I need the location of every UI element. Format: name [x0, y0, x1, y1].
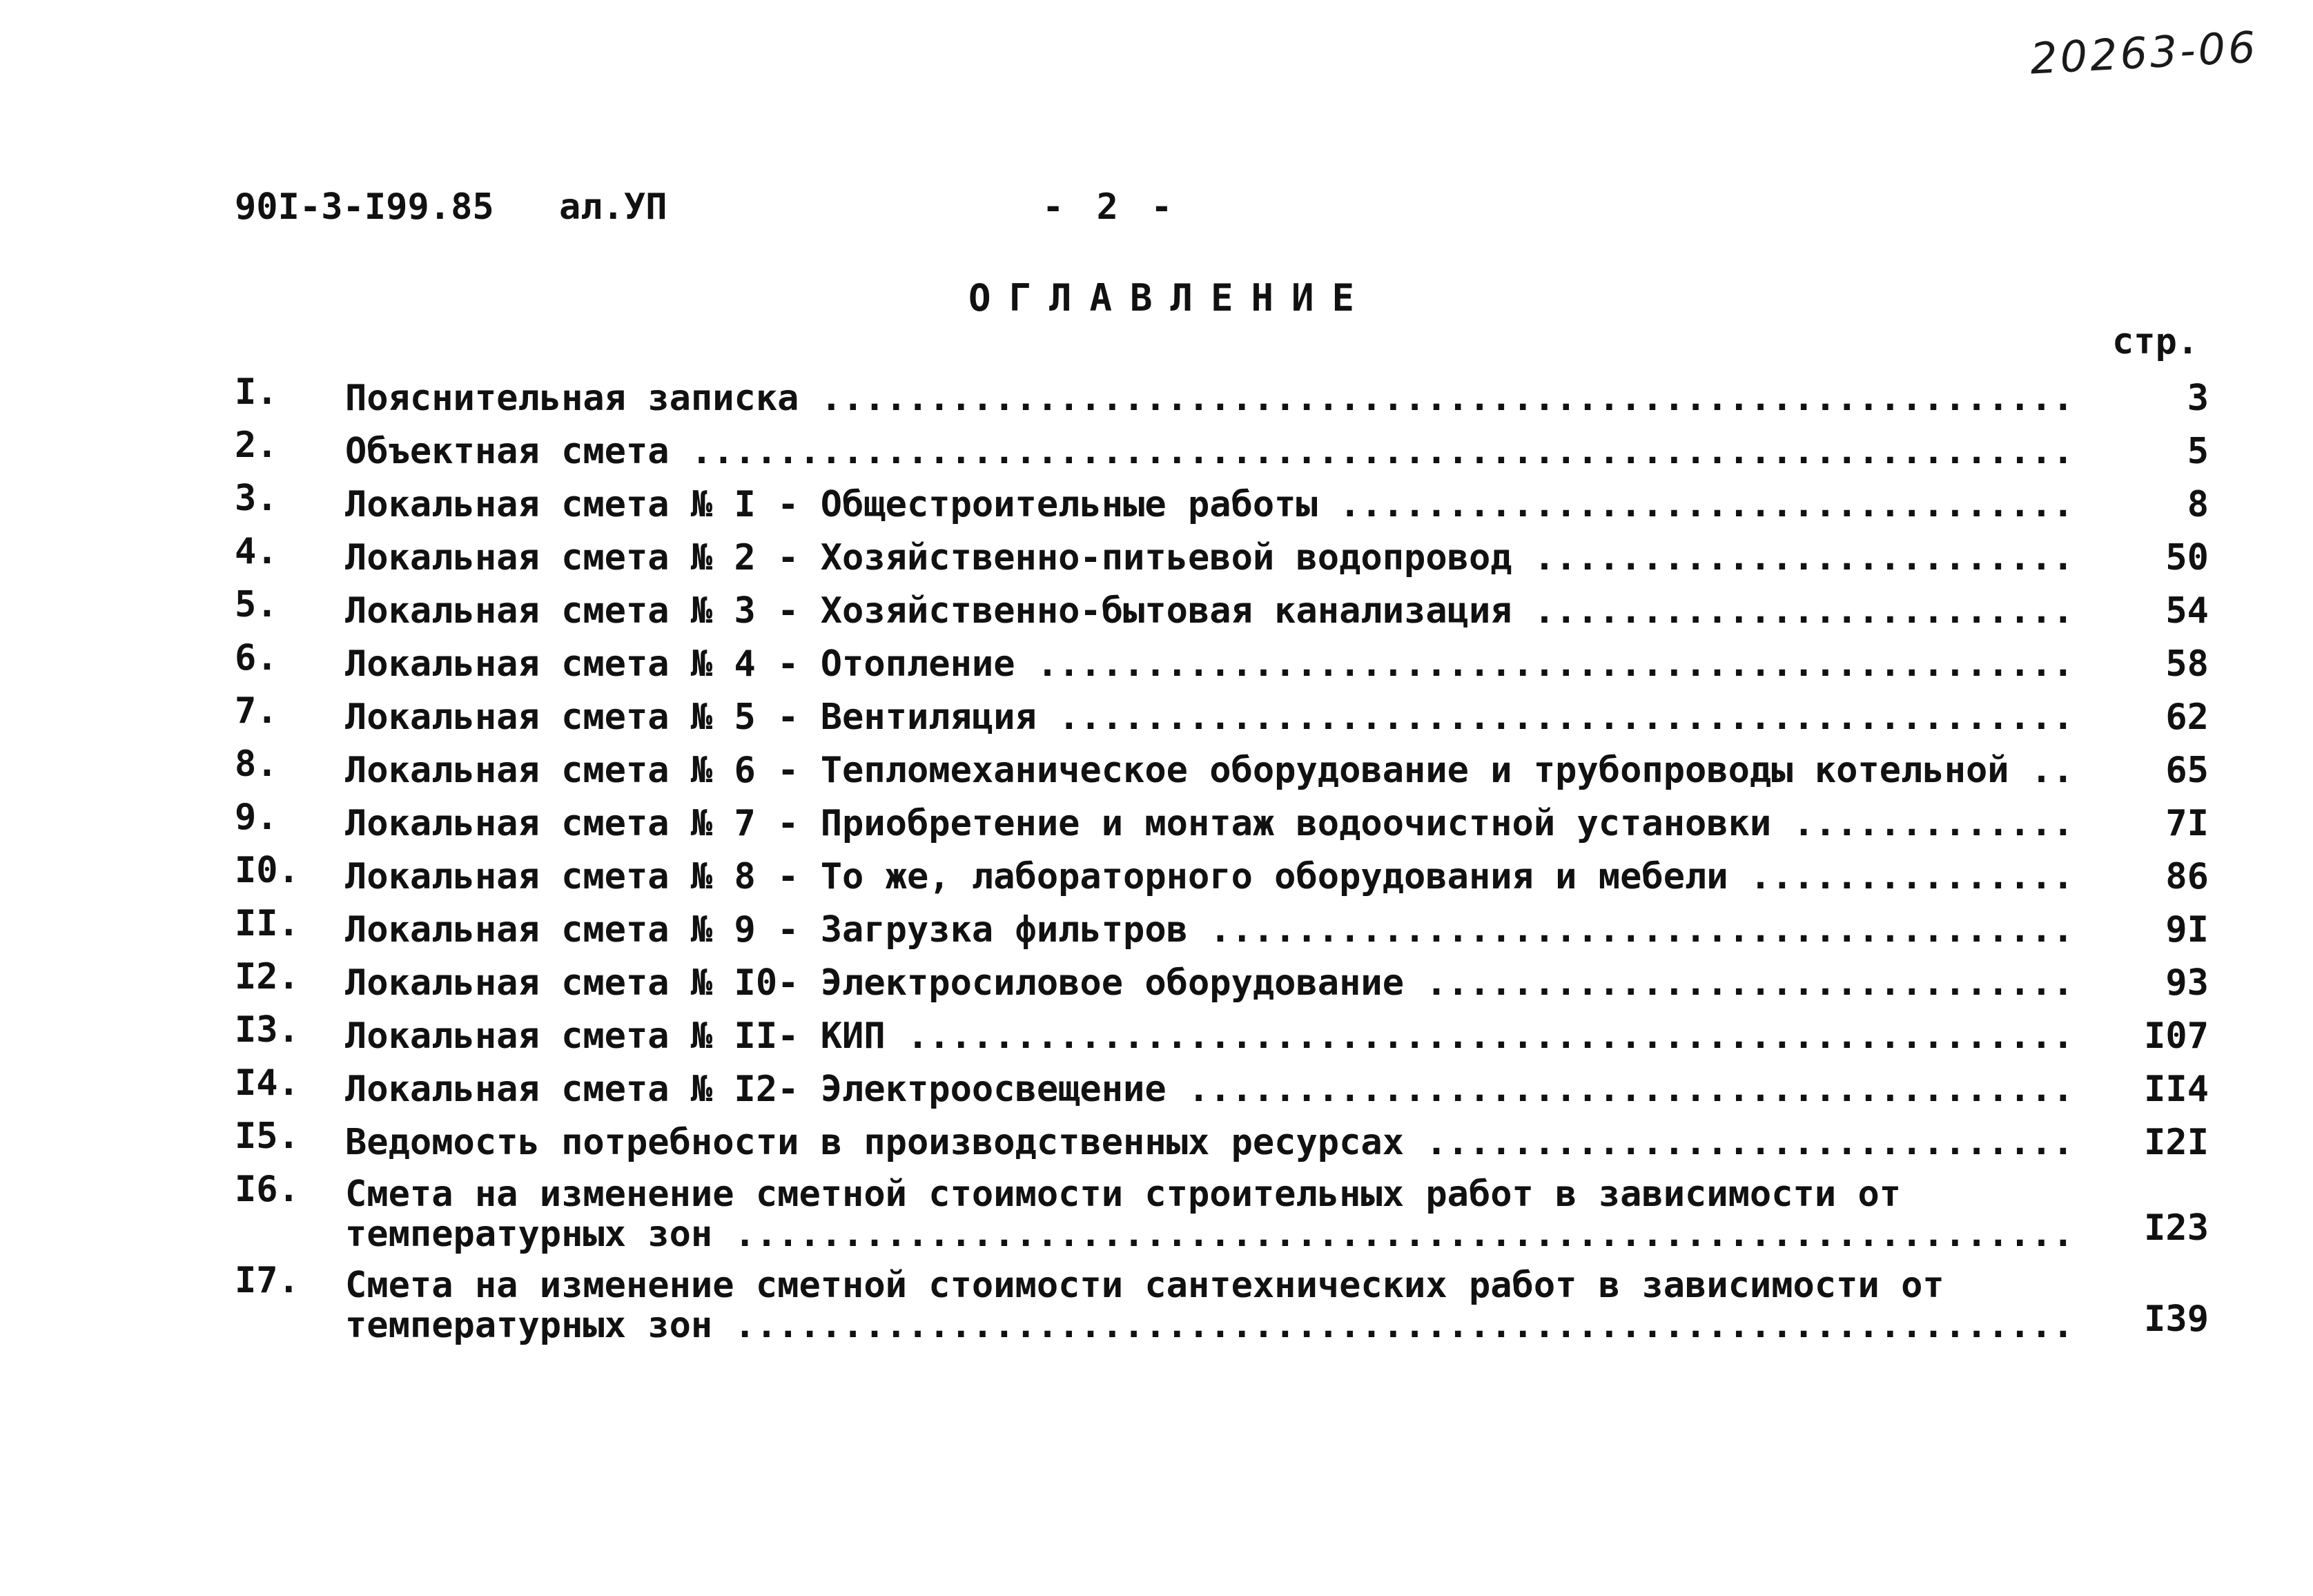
- entry-number: 6.: [235, 637, 278, 679]
- entry-title: Смета на изменение сметной стоимости строительных работ в зависимости от: [345, 1174, 1902, 1215]
- entry-number: I3.: [235, 1009, 300, 1051]
- entry-title: Объектная смета .....: [345, 431, 2071, 472]
- toc-entry: [235, 1004, 2223, 1057]
- entry-number: 7.: [235, 690, 278, 732]
- entry-content: [345, 643, 2223, 685]
- entry-page: 65: [2165, 750, 2209, 791]
- entry-page: I39: [2144, 1298, 2209, 1340]
- entry-page: 5: [2187, 431, 2209, 472]
- entry-content: [345, 590, 2223, 632]
- entry-number: I6.: [235, 1169, 300, 1210]
- entry-number: II.: [235, 903, 300, 944]
- entry-title: Локальная смета № I0- Электросиловое оборудование .....: [345, 962, 2071, 1004]
- entry-content: [345, 484, 2223, 525]
- page-number: - 2 -: [1042, 186, 1178, 228]
- toc-entry: [235, 366, 2223, 419]
- entry-number: 9.: [235, 797, 278, 838]
- toc-entry: [235, 897, 2223, 951]
- handwritten-doc-number: 20263-06: [2028, 21, 2259, 84]
- entry-title: Локальная смета № 7 - Приобретение и монтаж водоочистной установки .....: [345, 803, 2071, 844]
- entry-title-continuation: температурных зон .....: [345, 1214, 2071, 1254]
- entry-page: 50: [2165, 537, 2209, 578]
- toc-entry: [235, 1254, 2223, 1345]
- entry-content: [345, 962, 2223, 1004]
- entry-number: 4.: [235, 531, 278, 572]
- entry-content: [345, 803, 2223, 844]
- album-number: ал.УП: [559, 186, 667, 228]
- page-title: ОГЛАВЛЕНИЕ: [968, 276, 1373, 320]
- entry-page: 93: [2165, 962, 2209, 1004]
- entry-page: 62: [2165, 697, 2209, 738]
- toc-entry: [235, 685, 2223, 738]
- entry-content: [345, 1174, 2223, 1254]
- entry-title: Локальная смета № I - Общестроительные работы .....: [345, 484, 2071, 525]
- entry-number: I4.: [235, 1062, 300, 1104]
- toc-entry: [235, 791, 2223, 844]
- entry-page: 7I: [2165, 803, 2209, 844]
- entry-number: 5.: [235, 584, 278, 625]
- entry-content: [345, 856, 2223, 897]
- entry-title: Локальная смета № I2- Электроосвещение .....: [345, 1069, 2071, 1110]
- entry-page: I2I: [2144, 1122, 2209, 1163]
- entry-content: [345, 1122, 2223, 1163]
- entry-title-continuation: температурных зон .....: [345, 1305, 2071, 1345]
- toc-entry: [235, 844, 2223, 897]
- document-header: [235, 186, 2202, 249]
- entry-number: I.: [235, 371, 278, 413]
- page-column-label: стр.: [2112, 321, 2199, 362]
- toc-entry: [235, 1057, 2223, 1110]
- entry-title: Смета на изменение сметной стоимости сантехнических работ в зависимости от: [345, 1265, 1944, 1306]
- toc-entry: [235, 1163, 2223, 1254]
- entry-content: [345, 909, 2223, 951]
- entry-content: [345, 1069, 2223, 1110]
- toc-entry: [235, 525, 2223, 578]
- toc-entry: [235, 578, 2223, 632]
- entry-title: Локальная смета № 4 - Отопление .....: [345, 643, 2071, 685]
- toc-entry: [235, 472, 2223, 525]
- entry-title: Ведомость потребности в производственных ресурсах .....: [345, 1122, 2071, 1163]
- entry-page: 3: [2187, 378, 2209, 419]
- entry-content: [345, 378, 2223, 419]
- entry-page: II4: [2144, 1069, 2209, 1110]
- entry-number: I2.: [235, 956, 300, 998]
- toc-entry: [235, 632, 2223, 685]
- toc-entry: [235, 738, 2223, 791]
- entry-title: Локальная смета № 3 - Хозяйственно-бытовая канализация .....: [345, 590, 2071, 632]
- entry-number: I0.: [235, 850, 300, 891]
- entry-content: [345, 750, 2223, 791]
- table-of-contents: [235, 366, 2223, 1345]
- entry-content: [345, 431, 2223, 472]
- entry-number: I7.: [235, 1260, 300, 1301]
- entry-title: Локальная смета № 9 - Загрузка фильтров .....: [345, 909, 2071, 951]
- entry-content: [345, 697, 2223, 738]
- entry-title: Локальная смета № II- КИП .....: [345, 1015, 2071, 1057]
- entry-content: [345, 1015, 2223, 1057]
- entry-page: 9I: [2165, 909, 2209, 951]
- document-code: 90I-3-I99.85: [235, 186, 494, 228]
- entry-number: 2.: [235, 425, 278, 466]
- entry-page: 8: [2187, 484, 2209, 525]
- toc-entry: [235, 1110, 2223, 1163]
- toc-entry: [235, 419, 2223, 472]
- entry-title: Пояснительная записка .....: [345, 378, 2071, 419]
- toc-entry: [235, 951, 2223, 1004]
- entry-title: Локальная смета № 5 - Вентиляция .....: [345, 697, 2071, 738]
- entry-title: Локальная смета № 8 - То же, лабораторного оборудования и мебели .....: [345, 856, 2071, 897]
- entry-page: I07: [2144, 1015, 2209, 1057]
- entry-page: 54: [2165, 590, 2209, 632]
- entry-page: 86: [2165, 856, 2209, 897]
- entry-number: 8.: [235, 743, 278, 785]
- entry-number: I5.: [235, 1116, 300, 1157]
- entry-content: [345, 1265, 2223, 1345]
- entry-number: 3.: [235, 478, 278, 519]
- entry-title: Локальная смета № 6 - Тепломеханическое оборудование и трубопроводы котельной .....: [345, 750, 2071, 791]
- entry-page: I23: [2144, 1207, 2209, 1249]
- entry-page: 58: [2165, 643, 2209, 685]
- entry-title: Локальная смета № 2 - Хозяйственно-питьевой водопровод .....: [345, 537, 2071, 578]
- entry-content: [345, 537, 2223, 578]
